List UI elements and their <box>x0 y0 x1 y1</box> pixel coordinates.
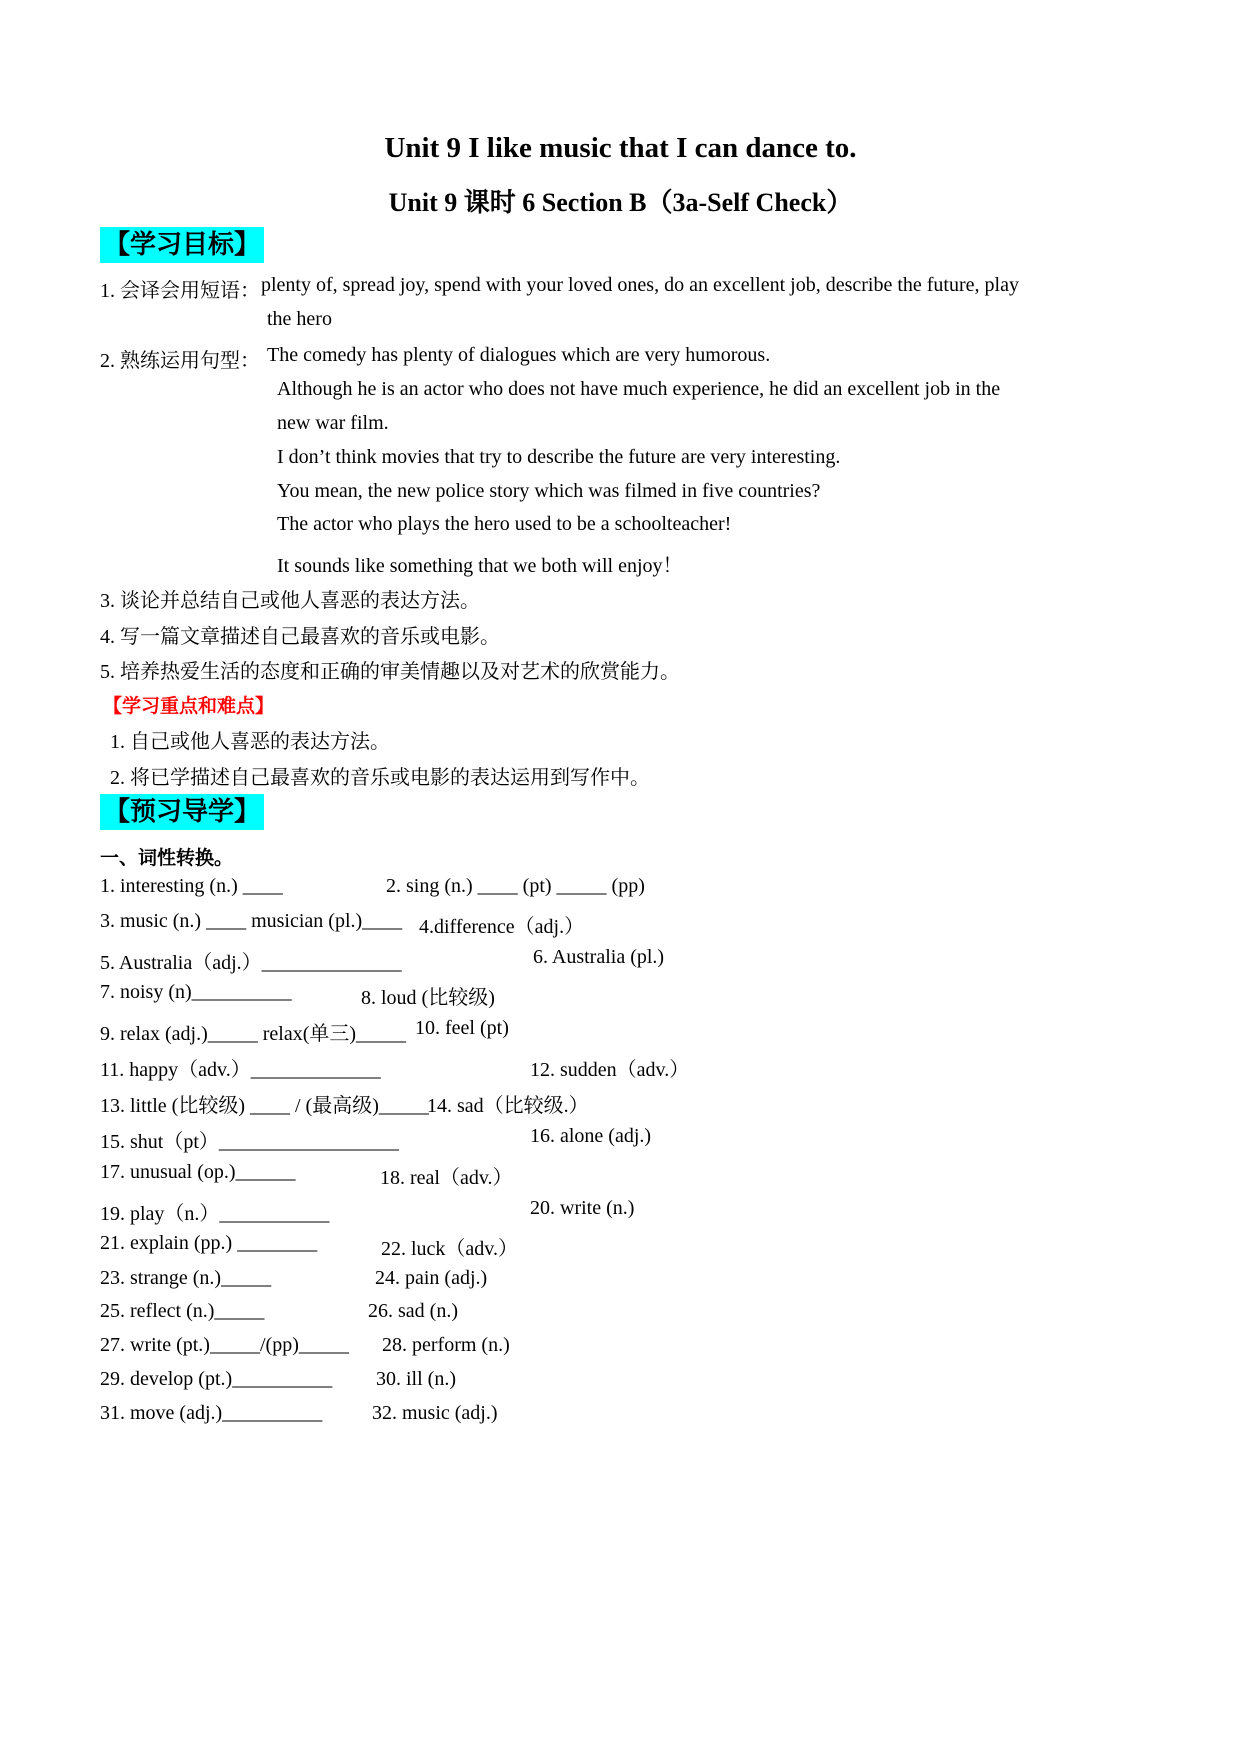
preview-heading: 【预习导学】 <box>100 794 264 830</box>
exercise-item-6: 6. Australia (pl.) <box>533 946 665 968</box>
exercise-item-31: 31. move (adj.)__________ <box>100 1402 323 1424</box>
goals-item1-text: plenty of, spread joy, spend with your loved ones, do an excellent job, describe the future, play <box>261 274 1019 296</box>
exercise-item-12: 12. sudden（adv.） <box>530 1059 690 1081</box>
exercise-item-27: 27. write (pt.)_____/(pp)_____ <box>100 1334 349 1356</box>
exercise-item-26: 26. sad (n.) <box>368 1300 458 1322</box>
exercise-item-15: 15. shut（pt）__________________ <box>100 1131 399 1153</box>
exercise-item-4: 4.difference（adj.） <box>419 916 585 938</box>
exercise-item-10: 10. feel (pt) <box>415 1017 509 1039</box>
goals-sentence-1: The comedy has plenty of dialogues which are very humorous. <box>267 344 771 366</box>
exercise-item-8: 8. loud (比较级) <box>361 987 495 1009</box>
exercise-item-2: 2. sing (n.) ____ (pt) _____ (pp) <box>386 875 645 897</box>
exercise-item-5: 5. Australia（adj.）______________ <box>100 952 402 974</box>
exercise-item-32: 32. music (adj.) <box>372 1402 498 1424</box>
exercise-item-24: 24. pain (adj.) <box>375 1267 488 1289</box>
exercise-item-20: 20. write (n.) <box>530 1197 635 1219</box>
exercise-item-29: 29. develop (pt.)__________ <box>100 1368 333 1390</box>
goals-item1-text-cont: the hero <box>267 308 332 330</box>
goals-sentence-4: You mean, the new police story which was filmed in five countries? <box>277 480 821 502</box>
goals-heading: 【学习目标】 <box>100 227 264 263</box>
exercise-item-22: 22. luck（adv.） <box>381 1238 519 1260</box>
goals-item4: 4. 写一篇文章描述自己最喜欢的音乐或电影。 <box>100 626 500 648</box>
goals-sentence-3: I don’t think movies that try to describe the future are very interesting. <box>277 446 841 468</box>
focus-item2: 2. 将已学描述自己最喜欢的音乐或电影的表达运用到写作中。 <box>110 767 650 789</box>
focus-heading: 【学习重点和难点】 <box>103 695 275 717</box>
exercise-item-13: 13. little (比较级) ____ / (最高级)_____ <box>100 1095 429 1117</box>
exercise-item-14: 14. sad（比较级.） <box>427 1095 589 1117</box>
part1-title: 一、词性转换。 <box>100 847 234 869</box>
goals-sentence-6: It sounds like something that we both will enjoy！ <box>277 555 683 577</box>
goals-item3: 3. 谈论并总结自己或他人喜恶的表达方法。 <box>100 590 480 612</box>
goals-item1-label: 1. 会译会用短语： <box>100 280 260 302</box>
exercise-item-7: 7. noisy (n)__________ <box>100 981 292 1003</box>
exercise-item-28: 28. perform (n.) <box>382 1334 510 1356</box>
focus-item1: 1. 自己或他人喜恶的表达方法。 <box>110 731 390 753</box>
page-title: Unit 9 I like music that I can dance to. <box>384 132 857 164</box>
exercise-item-21: 21. explain (pp.) ________ <box>100 1232 318 1254</box>
goals-item2-label: 2. 熟练运用句型： <box>100 350 260 372</box>
goals-sentence-2-cont: new war film. <box>277 412 389 434</box>
exercise-item-19: 19. play（n.）___________ <box>100 1203 330 1225</box>
exercise-item-3: 3. music (n.) ____ musician (pl.)____ <box>100 910 403 932</box>
goals-sentence-2: Although he is an actor who does not have much experience, he did an excellent job in the <box>277 378 1001 400</box>
exercise-item-25: 25. reflect (n.)_____ <box>100 1300 265 1322</box>
exercise-item-1: 1. interesting (n.) ____ <box>100 875 283 897</box>
exercise-item-17: 17. unusual (op.)______ <box>100 1161 296 1183</box>
goals-sentence-5: The actor who plays the hero used to be a schoolteacher! <box>277 513 732 535</box>
goals-item5: 5. 培养热爱生活的态度和正确的审美情趣以及对艺术的欣赏能力。 <box>100 661 680 683</box>
exercise-item-16: 16. alone (adj.) <box>530 1125 652 1147</box>
exercise-item-9: 9. relax (adj.)_____ relax(单三)_____ <box>100 1023 407 1045</box>
page-subtitle: Unit 9 课时 6 Section B（3a-Self Check） <box>388 188 853 217</box>
exercise-item-11: 11. happy（adv.）_____________ <box>100 1059 381 1081</box>
exercise-item-30: 30. ill (n.) <box>376 1368 456 1390</box>
exercise-item-18: 18. real（adv.） <box>380 1167 513 1189</box>
exercise-item-23: 23. strange (n.)_____ <box>100 1267 272 1289</box>
